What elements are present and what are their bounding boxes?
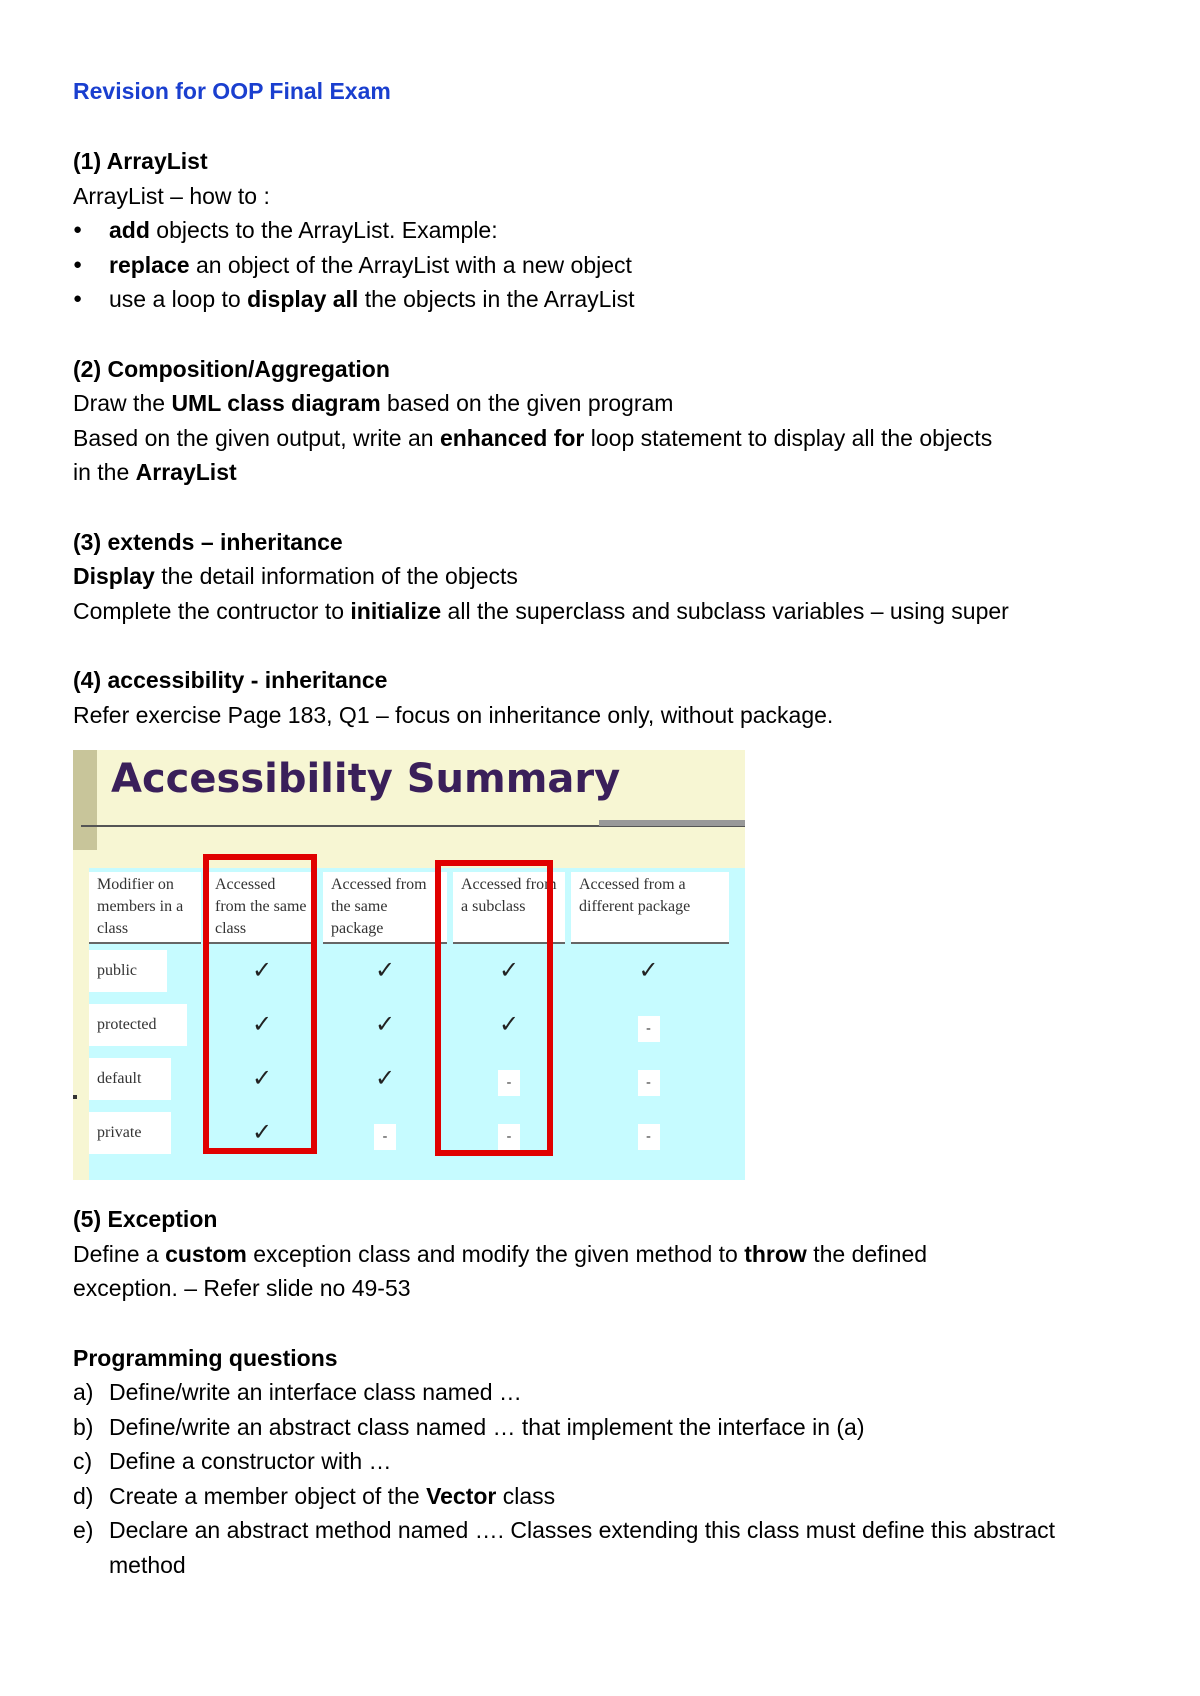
programming-heading: Programming questions <box>73 1344 338 1371</box>
access-cell: ✓ <box>498 957 520 984</box>
highlight-box-subclass <box>435 860 553 1156</box>
programming-list <box>73 1375 1133 1582</box>
table-header: Accessed from the same package <box>320 872 450 943</box>
section-4-line: Refer exercise Page 183, Q1 – focus on inheritance only, without package. <box>73 701 834 728</box>
modifier-cell: default <box>89 1052 204 1106</box>
section-1-heading: (1) ArrayList <box>73 148 208 174</box>
table-header: Accessed from the same class <box>204 872 320 943</box>
access-cell: ✓ <box>498 1011 520 1038</box>
access-cell: ✓ <box>374 1011 396 1038</box>
access-cell: - <box>568 1052 729 1106</box>
accessibility-summary-slide <box>73 750 745 1180</box>
accessibility-table <box>89 872 729 1160</box>
section-2-line: in the ArrayList <box>73 459 237 485</box>
access-cell: ✓ <box>638 957 659 984</box>
table-row <box>89 943 729 998</box>
list-item: a) Define/write an interface class named … <box>73 1379 522 1405</box>
list-item: b) Define/write an abstract class named … that implement the interface in (a) <box>73 1413 865 1440</box>
slide-decoration <box>73 1095 77 1099</box>
section-5-line: Define a custom exception class and modify the given method to throw the defined <box>73 1240 928 1267</box>
highlight-box-same-class <box>203 854 317 1154</box>
access-cell: ✓ <box>374 1065 396 1092</box>
section-1-bullets <box>73 213 1133 317</box>
access-cell: - <box>568 998 729 1052</box>
section-3-line: Complete the contructor to initialize all the superclass and subclass variables – using super <box>73 597 1009 624</box>
table-row <box>89 1106 729 1160</box>
section-2-line: Draw the UML class diagram based on the given program <box>73 390 674 416</box>
access-cell: ✓ <box>251 1065 273 1092</box>
table-header: Modifier on members in a class <box>89 872 204 943</box>
list-item: d) Create a member object of the Vector class <box>73 1482 556 1509</box>
bullet-item: ● use a loop to display all the objects in the ArrayList <box>73 282 1133 317</box>
access-cell: - <box>450 1052 568 1106</box>
table-header: Accessed from a subclass <box>450 872 568 943</box>
modifier-cell: public <box>89 943 204 998</box>
access-cell: ✓ <box>251 1011 273 1038</box>
list-item: e) Declare an abstract method named …. Classes extending this class must define this abstract method <box>73 1517 1056 1578</box>
slide-divider-accent <box>599 820 745 826</box>
section-3-heading: (3) extends – inheritance <box>73 528 343 555</box>
section-3-line: Display the detail information of the objects <box>73 563 518 589</box>
modifier-cell: private <box>89 1106 204 1160</box>
bullet-item: ● replace an object of the ArrayList with a new object <box>73 248 1133 283</box>
modifier-cell: protected <box>89 998 204 1052</box>
section-2-line: Based on the given output, write an enhanced for loop statement to display all the objects <box>73 424 993 451</box>
slide-title: Accessibility Summary <box>111 756 621 802</box>
table-header: Accessed from a different package <box>568 872 729 943</box>
section-5-line: exception. – Refer slide no 49-53 <box>73 1275 411 1301</box>
access-cell: - <box>320 1106 450 1160</box>
access-cell: ✓ <box>251 957 273 984</box>
access-cell: ✓ <box>374 957 396 984</box>
access-cell: ✓ <box>251 1119 273 1146</box>
section-1-intro: ArrayList – how to : <box>73 182 270 209</box>
document-title: Revision for OOP Final Exam <box>73 78 391 104</box>
table-row <box>89 998 729 1052</box>
section-2-heading: (2) Composition/Aggregation <box>73 355 390 382</box>
bullet-item: ● add objects to the ArrayList. Example: <box>73 213 1133 248</box>
access-cell: - <box>568 1106 729 1160</box>
access-cell: - <box>450 1106 568 1160</box>
slide-sidebar-decoration <box>73 750 97 850</box>
table-row <box>89 1052 729 1106</box>
section-4-heading: (4) accessibility - inheritance <box>73 667 388 693</box>
list-item: c) Define a constructor with … <box>73 1448 392 1474</box>
section-5-heading: (5) Exception <box>73 1206 218 1232</box>
document-page <box>73 74 1133 1582</box>
